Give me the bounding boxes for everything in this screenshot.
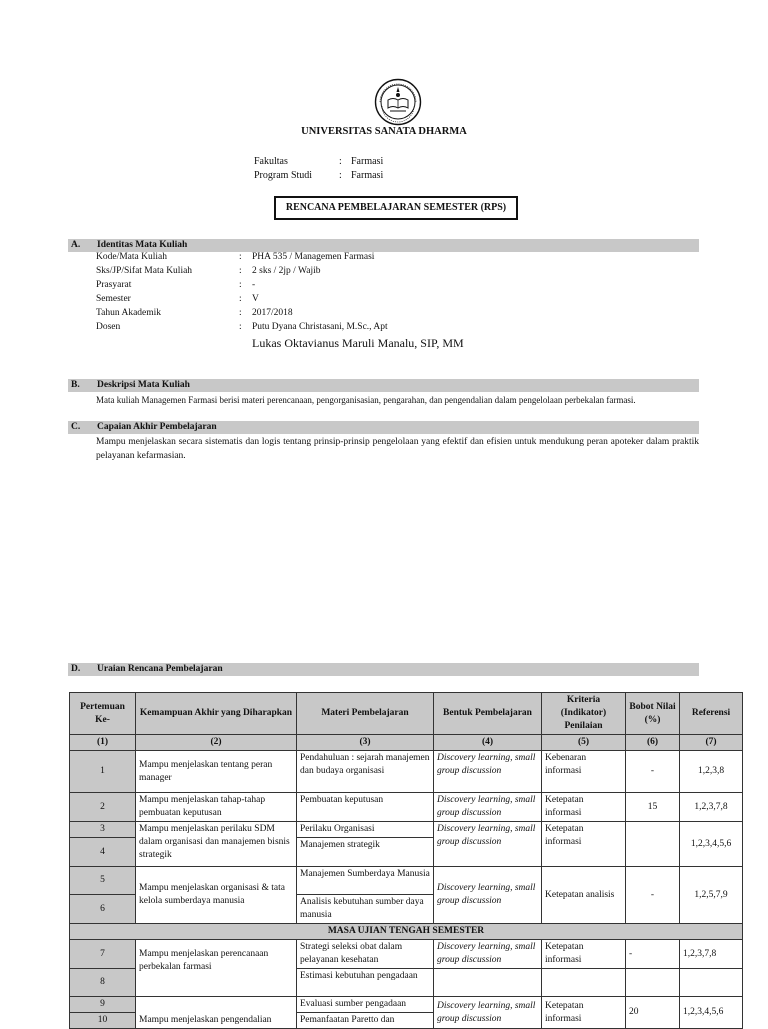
- faculty-value: Farmasi: [351, 156, 384, 167]
- learning-material: Perilaku Organisasi: [297, 822, 434, 838]
- learning-material: Pemanfaatan Paretto dan: [297, 1013, 434, 1029]
- expected-ability: Mampu menjelaskan organisasi & tata kelola sumberdaya manusia: [136, 867, 297, 924]
- section-c-header: [68, 421, 699, 434]
- assessment-criteria: Ketepatan informasi: [542, 940, 626, 969]
- reference: 1,2,3,4,5,6: [680, 997, 743, 1029]
- meeting-number: 2: [70, 793, 136, 822]
- meeting-number: 8: [70, 969, 136, 997]
- learning-material: Pembuatan keputusan: [297, 793, 434, 822]
- section-d-letter: D.: [71, 664, 81, 674]
- table-header-row: [70, 693, 743, 735]
- column-header: Referensi: [680, 693, 743, 735]
- learning-material: Strategi seleksi obat dalam pelayanan kesehatan: [297, 940, 434, 969]
- column-number: (5): [542, 735, 626, 751]
- learning-form: Discovery learning, small group discussion: [434, 793, 542, 822]
- reference: 1,2,3,4,5,6: [680, 822, 743, 867]
- identity-value: V: [252, 294, 259, 304]
- identity-label: Semester: [96, 294, 131, 304]
- table-row: [70, 751, 743, 793]
- table-row: [70, 822, 743, 838]
- learning-form: Discovery learning, small group discussion: [434, 997, 542, 1029]
- identity-separator: :: [239, 280, 242, 290]
- learning-form: Discovery learning, small group discussion: [434, 940, 542, 969]
- assessment-criteria-empty: [542, 969, 626, 997]
- reference: 1,2,3,7,8: [680, 940, 743, 969]
- section-b-title: Deskripsi Mata Kuliah: [97, 380, 190, 390]
- expected-ability: Mampu menjelaskan tahap-tahap pembuatan keputusan: [136, 793, 297, 822]
- section-a-title: Identitas Mata Kuliah: [97, 240, 188, 250]
- faculty-separator: :: [339, 156, 342, 167]
- learning-material: Analisis kebutuhan sumber daya manusia: [297, 895, 434, 924]
- column-number-row: [70, 735, 743, 751]
- identity-value: 2017/2018: [252, 308, 293, 318]
- faculty-label: Fakultas: [254, 156, 288, 167]
- weight-value: -: [626, 751, 680, 793]
- expected-ability: Mampu menjelaskan pengendalian: [136, 997, 297, 1029]
- section-b-letter: B.: [71, 380, 80, 390]
- weight-value-empty: [626, 969, 680, 997]
- reference-empty: [680, 969, 743, 997]
- university-seal-logo: [374, 78, 422, 126]
- identity-separator: :: [239, 266, 242, 276]
- column-header: Bentuk Pembelajaran: [434, 693, 542, 735]
- program-separator: :: [339, 170, 342, 181]
- identity-label: Tahun Akademik: [96, 308, 162, 318]
- section-a-header: [68, 239, 699, 252]
- learning-material: Manajemen strategik: [297, 838, 434, 867]
- column-number: (1): [70, 735, 136, 751]
- table-row: [70, 867, 743, 895]
- identity-label: Kode/Mata Kuliah: [96, 252, 167, 262]
- identity-value: 2 sks / 2jp / Wajib: [252, 266, 321, 276]
- identity-value: -: [252, 280, 256, 290]
- section-b-text: Mata kuliah Managemen Farmasi berisi materi perencanaan, pengorganisasian, pengarahan, dan pengendalian dalam pengelolaan perbekalan farmasi.: [96, 395, 636, 405]
- meeting-number: 4: [70, 838, 136, 867]
- reference: 1,2,3,7,8: [680, 793, 743, 822]
- column-number: (6): [626, 735, 680, 751]
- identity-label: Dosen: [96, 322, 121, 332]
- section-d-header: [68, 663, 699, 676]
- learning-material: Manajemen Sumberdaya Manusia: [297, 867, 434, 895]
- learning-form: Discovery learning, small group discussion: [434, 822, 542, 867]
- assessment-criteria: Ketepatan informasi: [542, 822, 626, 867]
- weight-value: [626, 822, 680, 867]
- university-name: UNIVERSITAS SANATA DHARMA: [301, 126, 467, 137]
- identity-label: Sks/JP/Sifat Mata Kuliah: [96, 266, 193, 276]
- meeting-number: 10: [70, 1013, 136, 1029]
- weight-value: -: [626, 940, 680, 969]
- identity-separator: :: [239, 294, 242, 304]
- midterm-label: MASA UJIAN TENGAH SEMESTER: [70, 924, 743, 940]
- program-label: Program Studi: [254, 170, 313, 181]
- column-number: (2): [136, 735, 297, 751]
- learning-plan-table: [69, 692, 743, 1029]
- midterm-row: [70, 924, 743, 940]
- column-header: Pertemuan Ke-: [70, 693, 136, 735]
- assessment-criteria: Ketepatan analisis: [542, 867, 626, 924]
- column-number: (7): [680, 735, 743, 751]
- table-row: [70, 940, 743, 969]
- section-c-title: Capaian Akhir Pembelajaran: [97, 422, 217, 432]
- meeting-number: 1: [70, 751, 136, 793]
- column-header: Kemampuan Akhir yang Diharapkan: [136, 693, 297, 735]
- identity-value: PHA 535 / Managemen Farmasi: [252, 252, 375, 262]
- meeting-number: 6: [70, 895, 136, 924]
- learning-form-empty: [434, 969, 542, 997]
- learning-material: Pendahuluan : sejarah manajemen dan budaya organisasi: [297, 751, 434, 793]
- column-number: (4): [434, 735, 542, 751]
- learning-material: Estimasi kebutuhan pengadaan: [297, 969, 434, 997]
- column-number: (3): [297, 735, 434, 751]
- identity-value: Putu Dyana Christasani, M.Sc., Apt: [252, 322, 388, 332]
- learning-form: Discovery learning, small group discussion: [434, 867, 542, 924]
- reference: 1,2,3,8: [680, 751, 743, 793]
- reference: 1,2,5,7,9: [680, 867, 743, 924]
- weight-value: -: [626, 867, 680, 924]
- expected-ability: Mampu menjelaskan tentang peran manager: [136, 751, 297, 793]
- assessment-criteria: Kebenaran informasi: [542, 751, 626, 793]
- weight-value: 20: [626, 997, 680, 1029]
- identity-separator: :: [239, 252, 242, 262]
- meeting-number: 5: [70, 867, 136, 895]
- second-lecturer: Lukas Oktavianus Maruli Manalu, SIP, MM: [252, 336, 464, 350]
- section-b-header: [68, 379, 699, 392]
- learning-material: Evaluasi sumber pengadaan: [297, 997, 434, 1013]
- section-a-letter: A.: [71, 240, 81, 250]
- identity-separator: :: [239, 322, 242, 332]
- program-value: Farmasi: [351, 170, 384, 181]
- identity-label: Prasyarat: [96, 280, 132, 290]
- table-row: [70, 793, 743, 822]
- expected-ability: Mampu menjelaskan perilaku SDM dalam organisasi dan manajemen bisnis strategik: [136, 822, 297, 867]
- section-c-letter: C.: [71, 422, 81, 432]
- expected-ability: Mampu menjelaskan perencanaan perbekalan farmasi: [136, 940, 297, 997]
- table-row: [70, 997, 743, 1013]
- assessment-criteria: Ketepatan informasi: [542, 997, 626, 1029]
- section-d-title: Uraian Rencana Pembelajaran: [97, 664, 223, 674]
- identity-separator: :: [239, 308, 242, 318]
- section-c-text: Mampu menjelaskan secara sistematis dan logis tentang prinsip-prinsip pengelolaan yang efektif dan efisien untuk mendukung peran apoteker dalam praktik pelayanan kefarmasian.: [96, 437, 699, 461]
- assessment-criteria: Ketepatan informasi: [542, 793, 626, 822]
- learning-form: Discovery learning, small group discussion: [434, 751, 542, 793]
- weight-value: 15: [626, 793, 680, 822]
- column-header: Bobot Nilai (%): [626, 693, 680, 735]
- meeting-number: 7: [70, 940, 136, 969]
- column-header: Kriteria (Indikator) Penilaian: [542, 693, 626, 735]
- document-title: RENCANA PEMBELAJARAN SEMESTER (RPS): [274, 196, 518, 220]
- meeting-number: 9: [70, 997, 136, 1013]
- meeting-number: 3: [70, 822, 136, 838]
- column-header: Materi Pembelajaran: [297, 693, 434, 735]
